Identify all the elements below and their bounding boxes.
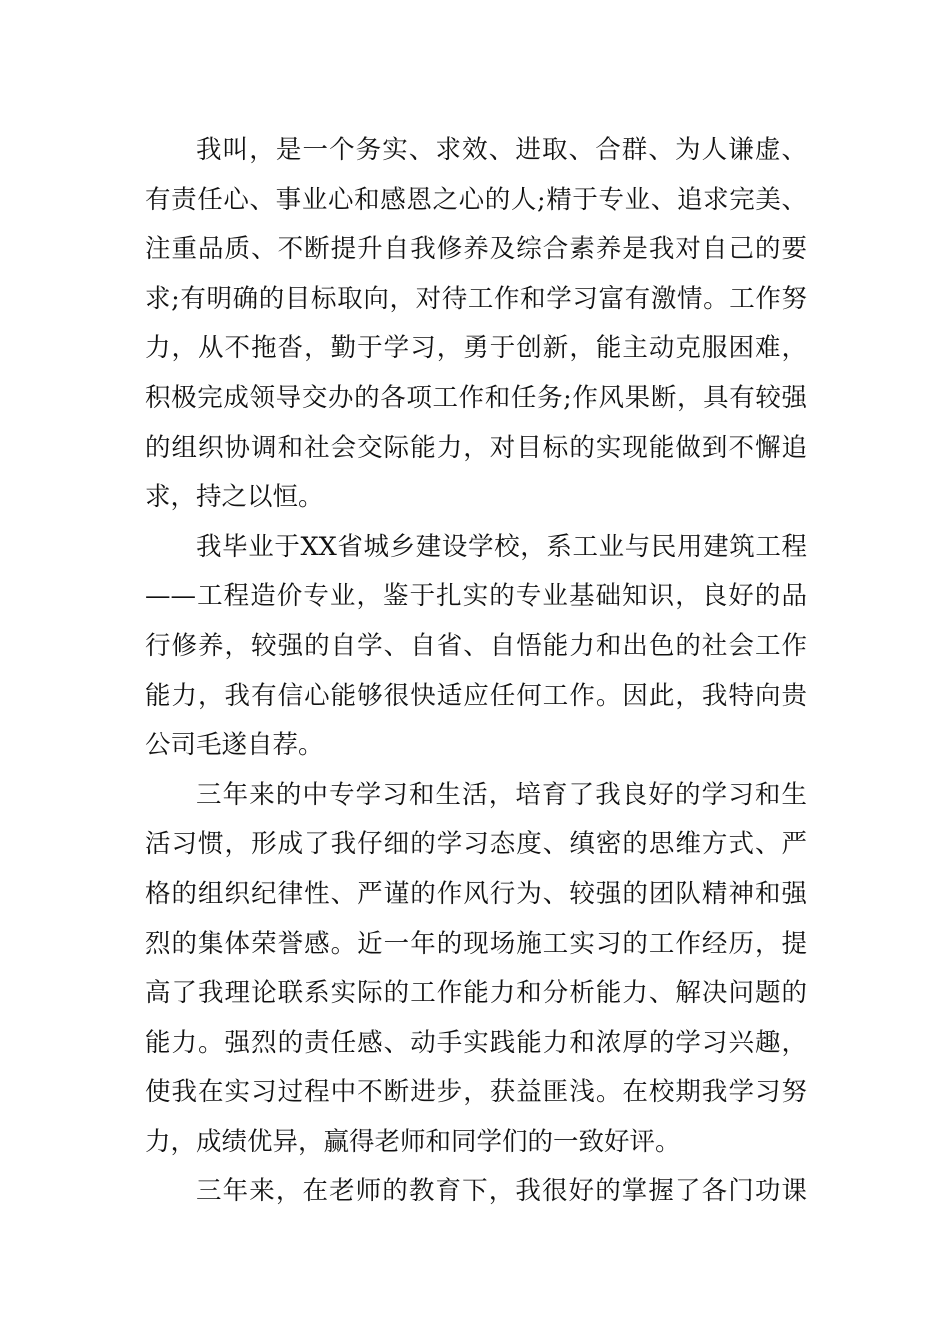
paragraph-3-line-8: 力，成绩优异，赢得老师和同学们的一致好评。	[145, 1126, 681, 1157]
paragraph-1-line-1: 我叫，是一个务实、求效、进取、合群、为人谦虚、	[196, 135, 807, 165]
paragraph-1-line-2: 有责任心、事业心和感恩之心的人;精于专业、追求完美、	[145, 184, 807, 215]
paragraph-1-line-5: 力，从不拖沓，勤于学习，勇于创新，能主动克服困难，	[145, 333, 807, 364]
paragraph-3-line-4: 烈的集体荣誉感。近一年的现场施工实习的工作经历，提	[145, 928, 807, 959]
paragraph-1-line-6: 积极完成领导交办的各项工作和任务;作风果断，具有较强	[145, 382, 807, 413]
paragraph-1-line-7: 的组织协调和社会交际能力，对目标的实现能做到不懈追	[145, 432, 807, 463]
paragraph-1-line-4: 求;有明确的目标取向，对待工作和学习富有激情。工作努	[145, 283, 807, 314]
paragraph-3-line-1: 三年来的中专学习和生活，培育了我良好的学习和生	[196, 779, 807, 810]
paragraph-2-line-5: 公司毛遂自荐。	[145, 730, 324, 761]
paragraph-1-line-8: 求，持之以恒。	[145, 482, 324, 513]
paragraph-2-line-2: ——工程造价专业，鉴于扎实的专业基础知识，良好的品	[145, 581, 807, 612]
paragraph-1-line-3: 注重品质、不断提升自我修养及综合素养是我对自己的要	[145, 234, 807, 265]
paragraph-4-line-1: 三年来，在老师的教育下，我很好的掌握了各门功课	[196, 1176, 807, 1207]
paragraph-2-line-4: 能力，我有信心能够很快适应任何工作。因此，我特向贵	[145, 680, 807, 711]
paragraph-3-line-6: 能力。强烈的责任感、动手实践能力和浓厚的学习兴趣，	[145, 1027, 807, 1058]
paragraph-3-line-7: 使我在实习过程中不断进步，获益匪浅。在校期我学习努	[145, 1077, 807, 1108]
paragraph-3-line-5: 高了我理论联系实际的工作能力和分析能力、解决问题的	[145, 978, 807, 1009]
document-body	[145, 126, 807, 1217]
paragraph-3-line-2: 活习惯，形成了我仔细的学习态度、缜密的思维方式、严	[145, 829, 807, 860]
paragraph-3-line-3: 格的组织纪律性、严谨的作风行为、较强的团队精神和强	[145, 878, 807, 909]
paragraph-2-line-1: 我毕业于XX省城乡建设学校，系工业与民用建筑工程	[196, 531, 807, 562]
paragraph-2-line-3: 行修养，较强的自学、自省、自悟能力和出色的社会工作	[145, 630, 807, 661]
